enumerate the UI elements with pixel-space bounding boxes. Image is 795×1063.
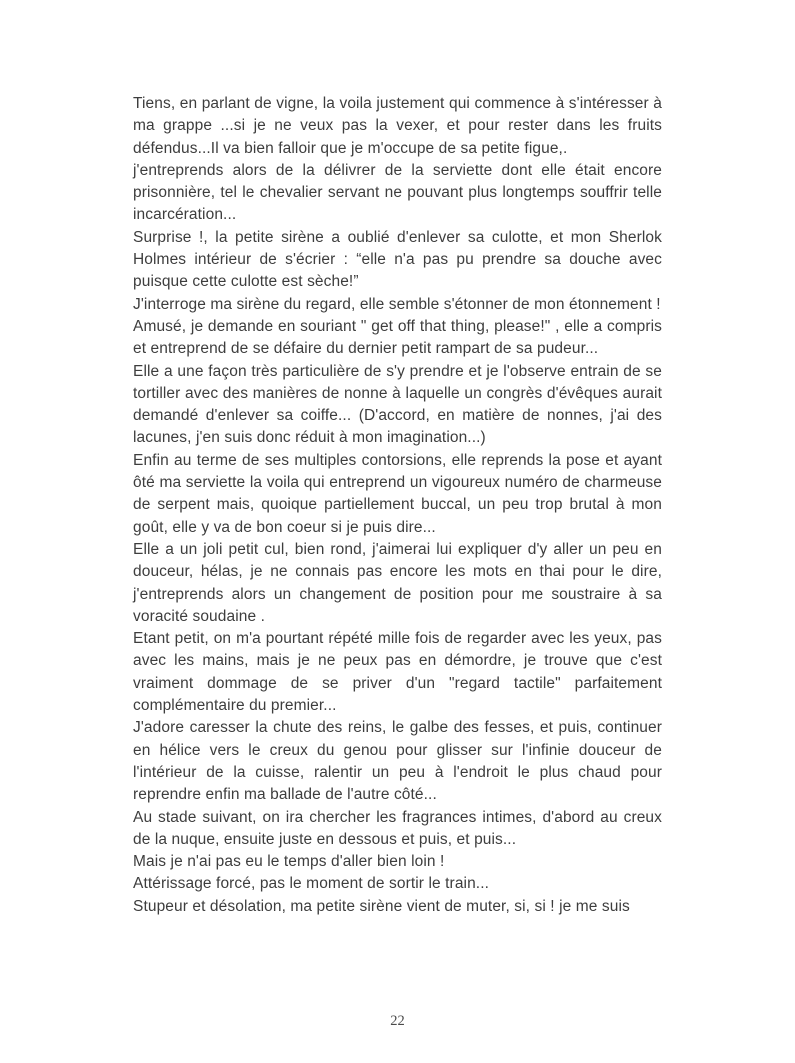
paragraph: Au stade suivant, on ira chercher les fragrances intimes, d'abord au creux de la nuque, ensuite juste en dessous et puis, et puis... [133, 808, 662, 848]
paragraph: Elle a un joli petit cul, bien rond, j'aimerai lui expliquer d'y aller un peu en douceur, hélas, je ne connais pas encore les mots en thai pour le dire, j'entreprends alors un changement de position pour me soustraire à sa voracité soudaine . [133, 540, 662, 625]
body-text [133, 93, 662, 918]
paragraph: J'adore caresser la chute des reins, le galbe des fesses, et puis, continuer en hélice vers le creux du genou pour glisser sur l'infinie douceur de l'intérieur de la cuisse, ralentir un peu à l'endroit le plus chaud pour reprendre enfin ma ballade de l'autre côté... [133, 719, 662, 804]
paragraph: Amusé, je demande en souriant " get off that thing, please!" , elle a compris et entreprend de se défaire du dernier petit rampart de sa pudeur... [133, 317, 662, 358]
paragraph: Tiens, en parlant de vigne, la voila justement qui commence à s'intéresser à ma grappe ...si je ne veux pas la vexer, et pour rester dans les fruits défendus...Il va bien falloir que je m'occupe de sa petite figue,. [133, 95, 662, 157]
paragraph: Enfin au terme de ses multiples contorsions, elle reprends la pose et ayant ôté ma serviette la voila qui entreprend un vigoureux numéro de charmeuse de serpent mais, quoique partiellement buccal, un peu trop brutal à mon goût, elle y va de bon coeur si je puis dire... [133, 451, 662, 536]
paragraph: j'entreprends alors de la délivrer de la serviette dont elle était encore prisonnière, tel le chevalier servant ne pouvant plus longtemps souffrir telle incarcération... [133, 161, 662, 224]
paragraph: Elle a une façon très particulière de s'y prendre et je l'observe entrain de se tortiller avec des manières de nonne à laquelle un congrès d'évêques aurait demandé d'enlever sa coiffe... (D'accord, en matière de nonnes, j'ai des lacunes, j'en suis donc réduit à mon imagination...) [133, 362, 662, 447]
paragraph: Etant petit, on m'a pourtant répété mille fois de regarder avec les yeux, pas avec les mains, mais je ne peux pas en démordre, je trouve que c'est vraiment dommage de se priver d'un "regard tactile" parfaitement complémentaire du premier... [133, 630, 662, 715]
paragraph: Attérissage forcé, pas le moment de sortir le train... [133, 875, 490, 893]
paragraph: Stupeur et désolation, ma petite sirène vient de muter, si, si ! je me suis [133, 897, 630, 915]
paragraph: Mais je n'ai pas eu le temps d'aller bien loin ! [133, 853, 445, 871]
page-number: 22 [390, 1013, 405, 1029]
paragraph: J'interroge ma sirène du regard, elle semble s'étonner de mon étonnement ! [133, 295, 661, 313]
paragraph: Surprise !, la petite sirène a oublié d'enlever sa culotte, et mon Sherlok Holmes intérieur de s'écrier : “elle n'a pas pu prendre sa douche avec puisque cette culotte est sèche!” [133, 228, 662, 291]
